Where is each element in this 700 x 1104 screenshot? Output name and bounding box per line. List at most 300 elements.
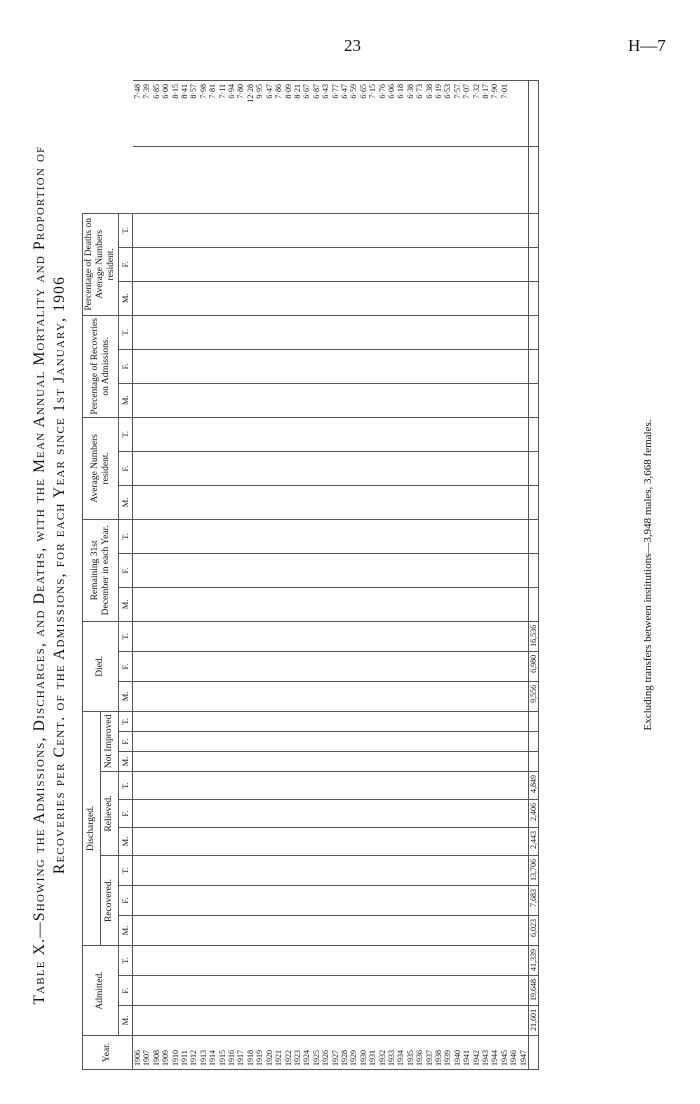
table-row: [378, 81, 387, 1070]
table-cell: [321, 1006, 330, 1036]
table-cell: [415, 916, 424, 946]
table-cell: [368, 886, 377, 916]
table-cell: [293, 315, 302, 349]
table-cell: 6·85: [152, 81, 161, 147]
table-cell: [236, 681, 245, 711]
table-cell: [434, 315, 443, 349]
table-cell: 7·48: [133, 81, 143, 147]
table-cell: [255, 349, 264, 383]
table-cell: [359, 417, 368, 451]
table-cell: [302, 587, 311, 621]
table-cell: [425, 1006, 434, 1036]
table-cell: [171, 752, 180, 772]
table-cell: [434, 681, 443, 711]
table-cell: [152, 587, 161, 621]
table-cell: [387, 417, 396, 451]
table-cell: [359, 553, 368, 587]
table-cell: [265, 711, 274, 731]
table-cell: [331, 247, 340, 281]
table-cell: [265, 916, 274, 946]
table-cell: [378, 681, 387, 711]
table-cell: [406, 553, 415, 587]
table-cell: [378, 711, 387, 731]
table-cell: [142, 711, 151, 731]
table-cell: [218, 451, 227, 485]
table-cell: [340, 711, 349, 731]
table-cell: [321, 451, 330, 485]
table-cell: [321, 711, 330, 731]
table-cell: [199, 828, 208, 856]
table-cell: [462, 732, 471, 752]
table-cell: [180, 417, 189, 451]
table-body: [133, 81, 539, 1070]
relieved-header: Relieved.: [101, 772, 119, 856]
table-cell: [462, 553, 471, 587]
table-row: [472, 81, 481, 1070]
table-cell: [462, 621, 471, 651]
table-cell: [133, 485, 143, 519]
table-cell: [227, 732, 236, 752]
table-cell: [180, 383, 189, 417]
pct-deaths-header: Percentage of Deaths on Average Numbers resident.: [83, 213, 119, 315]
table-cell: [509, 651, 518, 681]
table-cell: [443, 519, 452, 553]
table-cell: 8·09: [284, 81, 293, 147]
table-cell: [302, 383, 311, 417]
table-cell: [519, 147, 529, 213]
table-cell: [500, 916, 509, 946]
table-cell: [472, 247, 481, 281]
table-cell: [208, 916, 217, 946]
table-cell: [378, 976, 387, 1006]
table-cell: [246, 886, 255, 916]
table-cell: [161, 383, 170, 417]
table-cell: [331, 1006, 340, 1036]
table-cell: [472, 732, 481, 752]
table-title: [30, 80, 70, 1070]
table-cell: [274, 519, 283, 553]
table-cell: [274, 886, 283, 916]
table-row: [312, 81, 321, 1070]
sex-subheader-m: M.: [119, 916, 133, 946]
table-cell: [462, 946, 471, 976]
year-cell: 1935: [406, 1036, 415, 1070]
table-cell: [208, 828, 217, 856]
table-cell: [368, 916, 377, 946]
table-cell: [481, 247, 490, 281]
table-cell: [208, 553, 217, 587]
table-cell: [255, 651, 264, 681]
statistics-table: [82, 80, 539, 1070]
table-cell: [180, 519, 189, 553]
table-row: [218, 81, 227, 1070]
table-cell: [415, 213, 424, 247]
table-cell: [462, 856, 471, 886]
table-cell: [161, 828, 170, 856]
table-cell: [425, 213, 434, 247]
table-cell: [302, 856, 311, 886]
table-cell: [293, 828, 302, 856]
total-cell: 6,980: [529, 651, 539, 681]
table-cell: [443, 711, 452, 731]
table-row: [519, 81, 529, 1070]
table-cell: [509, 281, 518, 315]
table-cell: [472, 213, 481, 247]
table-cell: [481, 621, 490, 651]
table-cell: [519, 752, 529, 772]
table-cell: [481, 1006, 490, 1036]
table-cell: [453, 553, 462, 587]
table-cell: [284, 886, 293, 916]
table-cell: [425, 856, 434, 886]
table-cell: [434, 772, 443, 800]
table-row: [208, 81, 217, 1070]
total-cell: [529, 587, 539, 621]
pct-recoveries-header: Percentage of Recoveries on Admissions.: [83, 315, 119, 417]
table-cell: [349, 752, 358, 772]
sex-subheader-f: F.: [119, 976, 133, 1006]
table-cell: [359, 213, 368, 247]
table-cell: [236, 800, 245, 828]
table-cell: [340, 772, 349, 800]
table-cell: [312, 147, 321, 213]
table-cell: [142, 519, 151, 553]
table-cell: [180, 828, 189, 856]
table-cell: [171, 946, 180, 976]
table-cell: [218, 946, 227, 976]
table-cell: [396, 976, 405, 1006]
table-cell: [246, 681, 255, 711]
table-cell: [490, 519, 499, 553]
table-cell: [368, 383, 377, 417]
table-cell: [236, 732, 245, 752]
table-cell: [509, 315, 518, 349]
table-cell: [142, 281, 151, 315]
table-cell: [415, 315, 424, 349]
table-cell: [265, 886, 274, 916]
year-cell: 1922: [284, 1036, 293, 1070]
table-cell: [472, 315, 481, 349]
table-cell: [142, 451, 151, 485]
table-cell: [255, 916, 264, 946]
table-cell: [265, 732, 274, 752]
table-cell: [387, 519, 396, 553]
table-row: [227, 81, 236, 1070]
sex-subheader-m: M.: [119, 681, 133, 711]
table-cell: [142, 800, 151, 828]
table-cell: [519, 681, 529, 711]
table-cell: [443, 772, 452, 800]
table-cell: [171, 651, 180, 681]
table-cell: [453, 828, 462, 856]
table-cell: [472, 1006, 481, 1036]
table-cell: [331, 621, 340, 651]
table-cell: [208, 681, 217, 711]
table-cell: [152, 1006, 161, 1036]
table-cell: [189, 383, 198, 417]
table-cell: [274, 383, 283, 417]
table-cell: [387, 681, 396, 711]
table-cell: [227, 281, 236, 315]
table-cell: [453, 247, 462, 281]
table-cell: [152, 772, 161, 800]
table-cell: [387, 247, 396, 281]
table-cell: [302, 946, 311, 976]
table-cell: [349, 417, 358, 451]
table-cell: [368, 315, 377, 349]
table-cell: [180, 1006, 189, 1036]
table-cell: [481, 349, 490, 383]
table-cell: [490, 451, 499, 485]
table-cell: [500, 681, 509, 711]
table-cell: [180, 681, 189, 711]
table-cell: [284, 651, 293, 681]
table-cell: [406, 828, 415, 856]
table-cell: [434, 281, 443, 315]
table-cell: [415, 772, 424, 800]
year-header: Year.: [83, 1036, 133, 1070]
table-cell: [171, 886, 180, 916]
table-cell: [415, 519, 424, 553]
table-cell: [378, 732, 387, 752]
table-cell: [396, 519, 405, 553]
table-cell: [425, 828, 434, 856]
table-cell: [368, 621, 377, 651]
table-cell: [208, 349, 217, 383]
table-cell: [331, 946, 340, 976]
table-cell: [349, 553, 358, 587]
table-cell: [434, 1006, 443, 1036]
table-cell: [246, 485, 255, 519]
table-cell: [152, 800, 161, 828]
table-cell: [415, 349, 424, 383]
sex-subheader-f: F.: [119, 553, 133, 587]
table-cell: [171, 856, 180, 886]
table-cell: [349, 315, 358, 349]
table-cell: [255, 485, 264, 519]
table-cell: [321, 553, 330, 587]
table-cell: [133, 681, 143, 711]
table-cell: [340, 519, 349, 553]
table-cell: [208, 519, 217, 553]
table-cell: [453, 519, 462, 553]
table-cell: [472, 519, 481, 553]
total-cell: [529, 349, 539, 383]
total-cell: 2,443: [529, 828, 539, 856]
table-cell: [396, 772, 405, 800]
table-cell: [199, 772, 208, 800]
table-cell: [312, 485, 321, 519]
year-cell: 1907: [142, 1036, 151, 1070]
table-cell: [434, 916, 443, 946]
table-cell: [199, 213, 208, 247]
table-cell: [500, 519, 509, 553]
table-cell: 6·06: [387, 81, 396, 147]
table-cell: [425, 587, 434, 621]
table-cell: [218, 315, 227, 349]
table-cell: [349, 856, 358, 886]
table-cell: [293, 247, 302, 281]
table-cell: [349, 213, 358, 247]
table-cell: [293, 976, 302, 1006]
table-cell: [500, 800, 509, 828]
table-cell: [236, 946, 245, 976]
table-cell: [387, 485, 396, 519]
table-cell: [171, 772, 180, 800]
table-cell: [246, 828, 255, 856]
table-cell: [425, 681, 434, 711]
table-cell: [312, 856, 321, 886]
table-cell: [189, 976, 198, 1006]
table-cell: [133, 451, 143, 485]
table-cell: [443, 1006, 452, 1036]
table-cell: [321, 417, 330, 451]
table-cell: [415, 451, 424, 485]
table-cell: [189, 281, 198, 315]
table-cell: [218, 828, 227, 856]
table-cell: [331, 553, 340, 587]
table-cell: [509, 587, 518, 621]
table-cell: [227, 417, 236, 451]
table-cell: [434, 711, 443, 731]
table-cell: [472, 711, 481, 731]
table-cell: [387, 553, 396, 587]
table-cell: [218, 485, 227, 519]
table-cell: [340, 621, 349, 651]
table-cell: [378, 519, 387, 553]
table-cell: [331, 752, 340, 772]
table-cell: [359, 1006, 368, 1036]
table-cell: [406, 621, 415, 651]
table-cell: [321, 621, 330, 651]
table-cell: [218, 519, 227, 553]
sex-subheader-f: F.: [119, 800, 133, 828]
table-cell: [227, 553, 236, 587]
table-cell: [349, 886, 358, 916]
table-cell: [246, 281, 255, 315]
table-cell: [142, 651, 151, 681]
table-cell: [293, 651, 302, 681]
table-cell: [387, 946, 396, 976]
table-row: [462, 81, 471, 1070]
table-cell: [161, 621, 170, 651]
table-cell: [227, 147, 236, 213]
table-cell: [321, 800, 330, 828]
table-cell: [462, 281, 471, 315]
table-cell: [265, 349, 274, 383]
table-row: [171, 81, 180, 1070]
table-row: [368, 81, 377, 1070]
table-cell: [180, 772, 189, 800]
table-cell: [208, 800, 217, 828]
table-cell: [340, 886, 349, 916]
table-cell: [349, 485, 358, 519]
table-cell: [246, 349, 255, 383]
table-cell: [152, 711, 161, 731]
year-cell: 1910: [171, 1036, 180, 1070]
table-cell: [180, 711, 189, 731]
table-cell: [265, 147, 274, 213]
sex-subheader-t: T.: [119, 621, 133, 651]
year-cell: 1941: [462, 1036, 471, 1070]
table-cell: [396, 916, 405, 946]
table-cell: [349, 281, 358, 315]
table-cell: [490, 711, 499, 731]
table-cell: [434, 247, 443, 281]
table-cell: [378, 886, 387, 916]
table-cell: 6·77: [331, 81, 340, 147]
table-cell: [331, 451, 340, 485]
table-cell: [378, 147, 387, 213]
table-cell: [415, 247, 424, 281]
table-cell: [189, 828, 198, 856]
table-cell: [396, 553, 405, 587]
table-cell: [274, 651, 283, 681]
table-cell: [312, 828, 321, 856]
table-cell: [519, 485, 529, 519]
table-cell: [490, 946, 499, 976]
table-cell: [519, 651, 529, 681]
table-cell: [340, 281, 349, 315]
table-cell: [133, 247, 143, 281]
table-cell: [208, 147, 217, 213]
table-cell: [490, 587, 499, 621]
table-cell: [519, 281, 529, 315]
table-cell: [265, 281, 274, 315]
table-cell: [321, 946, 330, 976]
table-cell: [378, 315, 387, 349]
table-cell: [509, 147, 518, 213]
table-cell: [152, 383, 161, 417]
table-cell: [509, 732, 518, 752]
table-cell: [453, 976, 462, 1006]
table-cell: [161, 711, 170, 731]
table-cell: [265, 1006, 274, 1036]
table-cell: [171, 147, 180, 213]
table-cell: [293, 485, 302, 519]
table-cell: [302, 886, 311, 916]
table-cell: [180, 621, 189, 651]
year-cell: 1916: [227, 1036, 236, 1070]
table-cell: [368, 147, 377, 213]
table-cell: [481, 732, 490, 752]
sex-subheader-t: T.: [119, 711, 133, 731]
table-cell: [189, 856, 198, 886]
table-cell: [406, 213, 415, 247]
table-cell: [302, 315, 311, 349]
table-cell: [293, 451, 302, 485]
sex-subheader-m: M.: [119, 1006, 133, 1036]
table-cell: [208, 772, 217, 800]
table-cell: [425, 349, 434, 383]
table-cell: [255, 451, 264, 485]
table-cell: [171, 281, 180, 315]
table-cell: [171, 485, 180, 519]
table-cell: [490, 976, 499, 1006]
table-cell: [321, 916, 330, 946]
table-cell: [349, 147, 358, 213]
table-cell: [236, 1006, 245, 1036]
table-cell: [236, 349, 245, 383]
table-cell: [415, 856, 424, 886]
table-cell: [312, 651, 321, 681]
table-cell: 7·11: [218, 81, 227, 147]
table-cell: [443, 213, 452, 247]
table-cell: [161, 349, 170, 383]
table-cell: [189, 772, 198, 800]
table-cell: [189, 621, 198, 651]
table-cell: [340, 916, 349, 946]
